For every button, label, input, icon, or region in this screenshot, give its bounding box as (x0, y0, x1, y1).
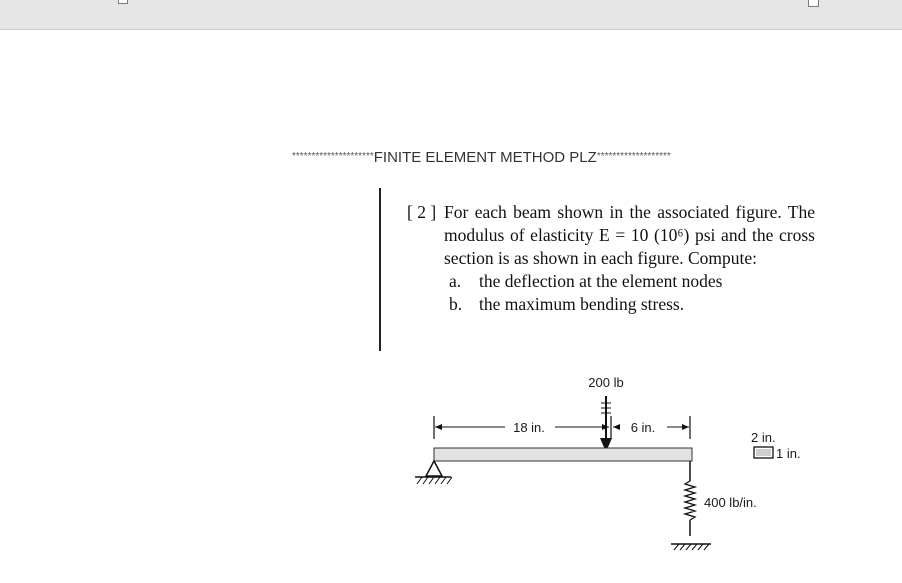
toolbar-handle-right[interactable] (808, 0, 819, 7)
list-item-text: the maximum bending stress. (479, 294, 685, 314)
dim-label-right: 6 in. (630, 420, 656, 435)
pin-hatch (417, 477, 452, 484)
load-label: 200 lb (588, 375, 624, 390)
headline-title: FINITE ELEMENT METHOD PLZ (373, 149, 597, 166)
list-item (449, 293, 815, 316)
spring-hatch (674, 544, 709, 550)
document-toolbar (0, 0, 902, 30)
beam-figure (395, 360, 815, 570)
cross-section-fill (756, 449, 771, 456)
vertical-rule (379, 188, 381, 351)
pin-support (426, 461, 442, 476)
list-item-label: a. (449, 271, 462, 291)
spring (685, 481, 695, 520)
spring-label: 400 lb/in. (704, 495, 757, 510)
list-item-text: the deflection at the element nodes (479, 271, 723, 291)
headline-stars-left: ********************* (292, 151, 374, 162)
section-height-label: 2 in. (751, 430, 776, 445)
problem-intro: For each beam shown in the associated figure. The modulus of elasticity E = 10 (10⁶) psi and the cross section is as shown in each figure. Compute: (444, 202, 815, 268)
problem-statement (407, 201, 815, 316)
toolbar-handle-left[interactable] (118, 0, 128, 4)
list-item-label: b. (449, 294, 463, 314)
dim-label-left: 18 in. (513, 420, 545, 435)
question-headline (292, 149, 812, 166)
headline-stars-right: ******************* (596, 151, 671, 162)
list-item (449, 270, 815, 293)
section-width-label: 1 in. (776, 446, 801, 461)
problem-number: [ 2 ] (407, 202, 437, 222)
beam (434, 448, 692, 461)
